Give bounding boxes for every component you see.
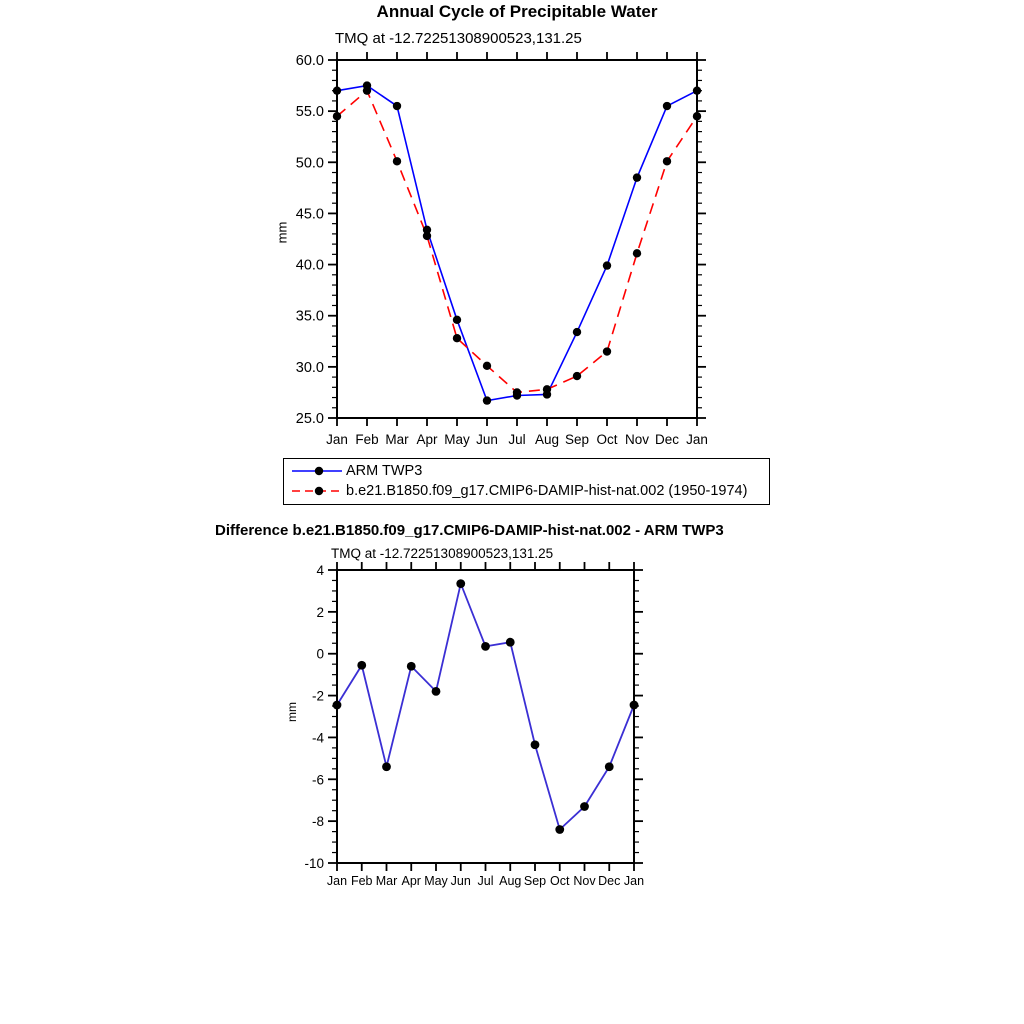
y-tick-label: 55.0	[295, 104, 324, 121]
chart2-subtitle: TMQ at -12.72251308900523,131.25	[331, 546, 554, 561]
legend-item-arm-twp3	[289, 461, 769, 481]
y-tick-label: 30.0	[295, 359, 324, 376]
y-tick-label: 2	[316, 604, 324, 620]
y-tick-label: 40.0	[295, 257, 324, 274]
data-point-marker	[605, 762, 614, 771]
data-point-marker	[663, 157, 671, 165]
data-point-marker	[603, 261, 611, 269]
data-point-marker	[693, 86, 701, 94]
data-point-marker	[357, 661, 366, 670]
data-point-marker	[573, 372, 581, 380]
data-point-marker	[693, 112, 701, 120]
y-tick-label: 0	[316, 646, 324, 662]
legend-marker-dot-icon	[315, 467, 323, 475]
chart1-title: Annual Cycle of Precipitable Water	[376, 2, 658, 21]
series-line-1	[337, 91, 697, 393]
y-tick-label: 25.0	[295, 411, 324, 427]
x-tick-label: Nov	[624, 432, 650, 447]
data-point-marker	[630, 701, 639, 710]
y-tick-label: -6	[311, 772, 324, 788]
legend-label-arm-twp3: ARM TWP3	[346, 463, 423, 479]
annual-cycle-plot	[296, 52, 708, 447]
data-point-marker	[333, 86, 341, 94]
data-point-marker	[423, 232, 431, 240]
y-tick-label: -8	[311, 814, 324, 830]
data-point-marker	[453, 316, 461, 324]
series-line-0	[337, 86, 697, 401]
legend-marker-dot-icon	[315, 487, 323, 495]
data-point-marker	[663, 102, 671, 110]
data-point-marker	[633, 173, 641, 181]
data-point-marker	[555, 825, 564, 834]
x-tick-label: Mar	[385, 432, 409, 447]
data-point-marker	[580, 802, 589, 811]
data-point-marker	[573, 328, 581, 336]
data-point-marker	[513, 388, 521, 396]
plot-frame	[337, 570, 634, 863]
data-point-marker	[483, 396, 491, 404]
legend-line-solid-icon	[289, 461, 344, 481]
data-point-marker	[453, 334, 461, 342]
x-tick-label: Nov	[573, 874, 596, 888]
x-tick-label: Jan	[686, 432, 708, 447]
data-point-marker	[506, 638, 515, 647]
x-tick-label: Jan	[326, 432, 348, 447]
x-tick-label: Mar	[375, 874, 398, 888]
y-tick-label: 50.0	[295, 155, 324, 172]
x-tick-label: Apr	[401, 874, 421, 888]
x-tick-label: Aug	[499, 874, 522, 888]
data-point-marker	[333, 112, 341, 120]
x-tick-label: Feb	[355, 432, 379, 447]
data-point-marker	[543, 385, 551, 393]
y-tick-label: 35.0	[295, 308, 324, 325]
y-tick-label: -10	[304, 856, 324, 871]
x-tick-label: Oct	[550, 874, 570, 888]
legend-line-dashed-icon	[289, 481, 344, 501]
chart1-y-axis-label: mm	[274, 221, 290, 244]
data-point-marker	[633, 249, 641, 257]
x-tick-label: Dec	[654, 432, 680, 447]
data-point-marker	[531, 740, 540, 749]
data-point-marker	[483, 362, 491, 370]
difference-plot	[304, 562, 644, 888]
legend-box	[283, 458, 770, 505]
data-point-marker	[456, 579, 465, 588]
x-tick-label: May	[424, 874, 448, 888]
legend-item-model	[289, 481, 769, 501]
data-point-marker	[407, 662, 416, 671]
data-point-marker	[393, 157, 401, 165]
x-tick-label: Jan	[623, 874, 645, 888]
data-point-marker	[432, 687, 441, 696]
x-tick-label: Sep	[523, 874, 547, 888]
data-point-marker	[382, 762, 391, 771]
data-point-marker	[393, 102, 401, 110]
data-point-marker	[363, 86, 371, 94]
y-tick-label: -4	[311, 730, 324, 746]
data-point-marker	[333, 701, 342, 710]
series-line-0	[337, 584, 634, 830]
x-tick-label: Jun	[450, 874, 471, 888]
y-tick-label: 60.0	[295, 53, 324, 69]
x-tick-label: Aug	[534, 432, 560, 447]
x-tick-label: Jun	[476, 432, 498, 447]
x-tick-label: Apr	[416, 432, 438, 447]
chart1-subtitle: TMQ at -12.72251308900523,131.25	[335, 30, 582, 47]
x-tick-label: Oct	[596, 432, 618, 447]
chart2-title: Difference b.e21.B1850.f09_g17.CMIP6-DAMIP-hist-nat.002 - ARM TWP3	[215, 522, 724, 539]
chart2-y-axis-label: mm	[285, 702, 299, 722]
x-tick-label: Jan	[326, 874, 348, 888]
x-tick-label: Jul	[477, 874, 494, 888]
y-tick-label: 45.0	[295, 206, 324, 223]
x-tick-label: May	[444, 432, 470, 447]
x-tick-label: Jul	[508, 432, 526, 447]
data-point-marker	[481, 642, 490, 651]
y-tick-label: -2	[311, 688, 324, 704]
x-tick-label: Dec	[598, 874, 621, 888]
legend-label-model: b.e21.B1850.f09_g17.CMIP6-DAMIP-hist-nat.002 (1950-1974)	[346, 483, 748, 499]
data-point-marker	[603, 347, 611, 355]
x-tick-label: Sep	[564, 432, 590, 447]
plot-frame	[337, 60, 697, 418]
x-tick-label: Feb	[350, 874, 373, 888]
y-tick-label: 4	[316, 563, 324, 578]
